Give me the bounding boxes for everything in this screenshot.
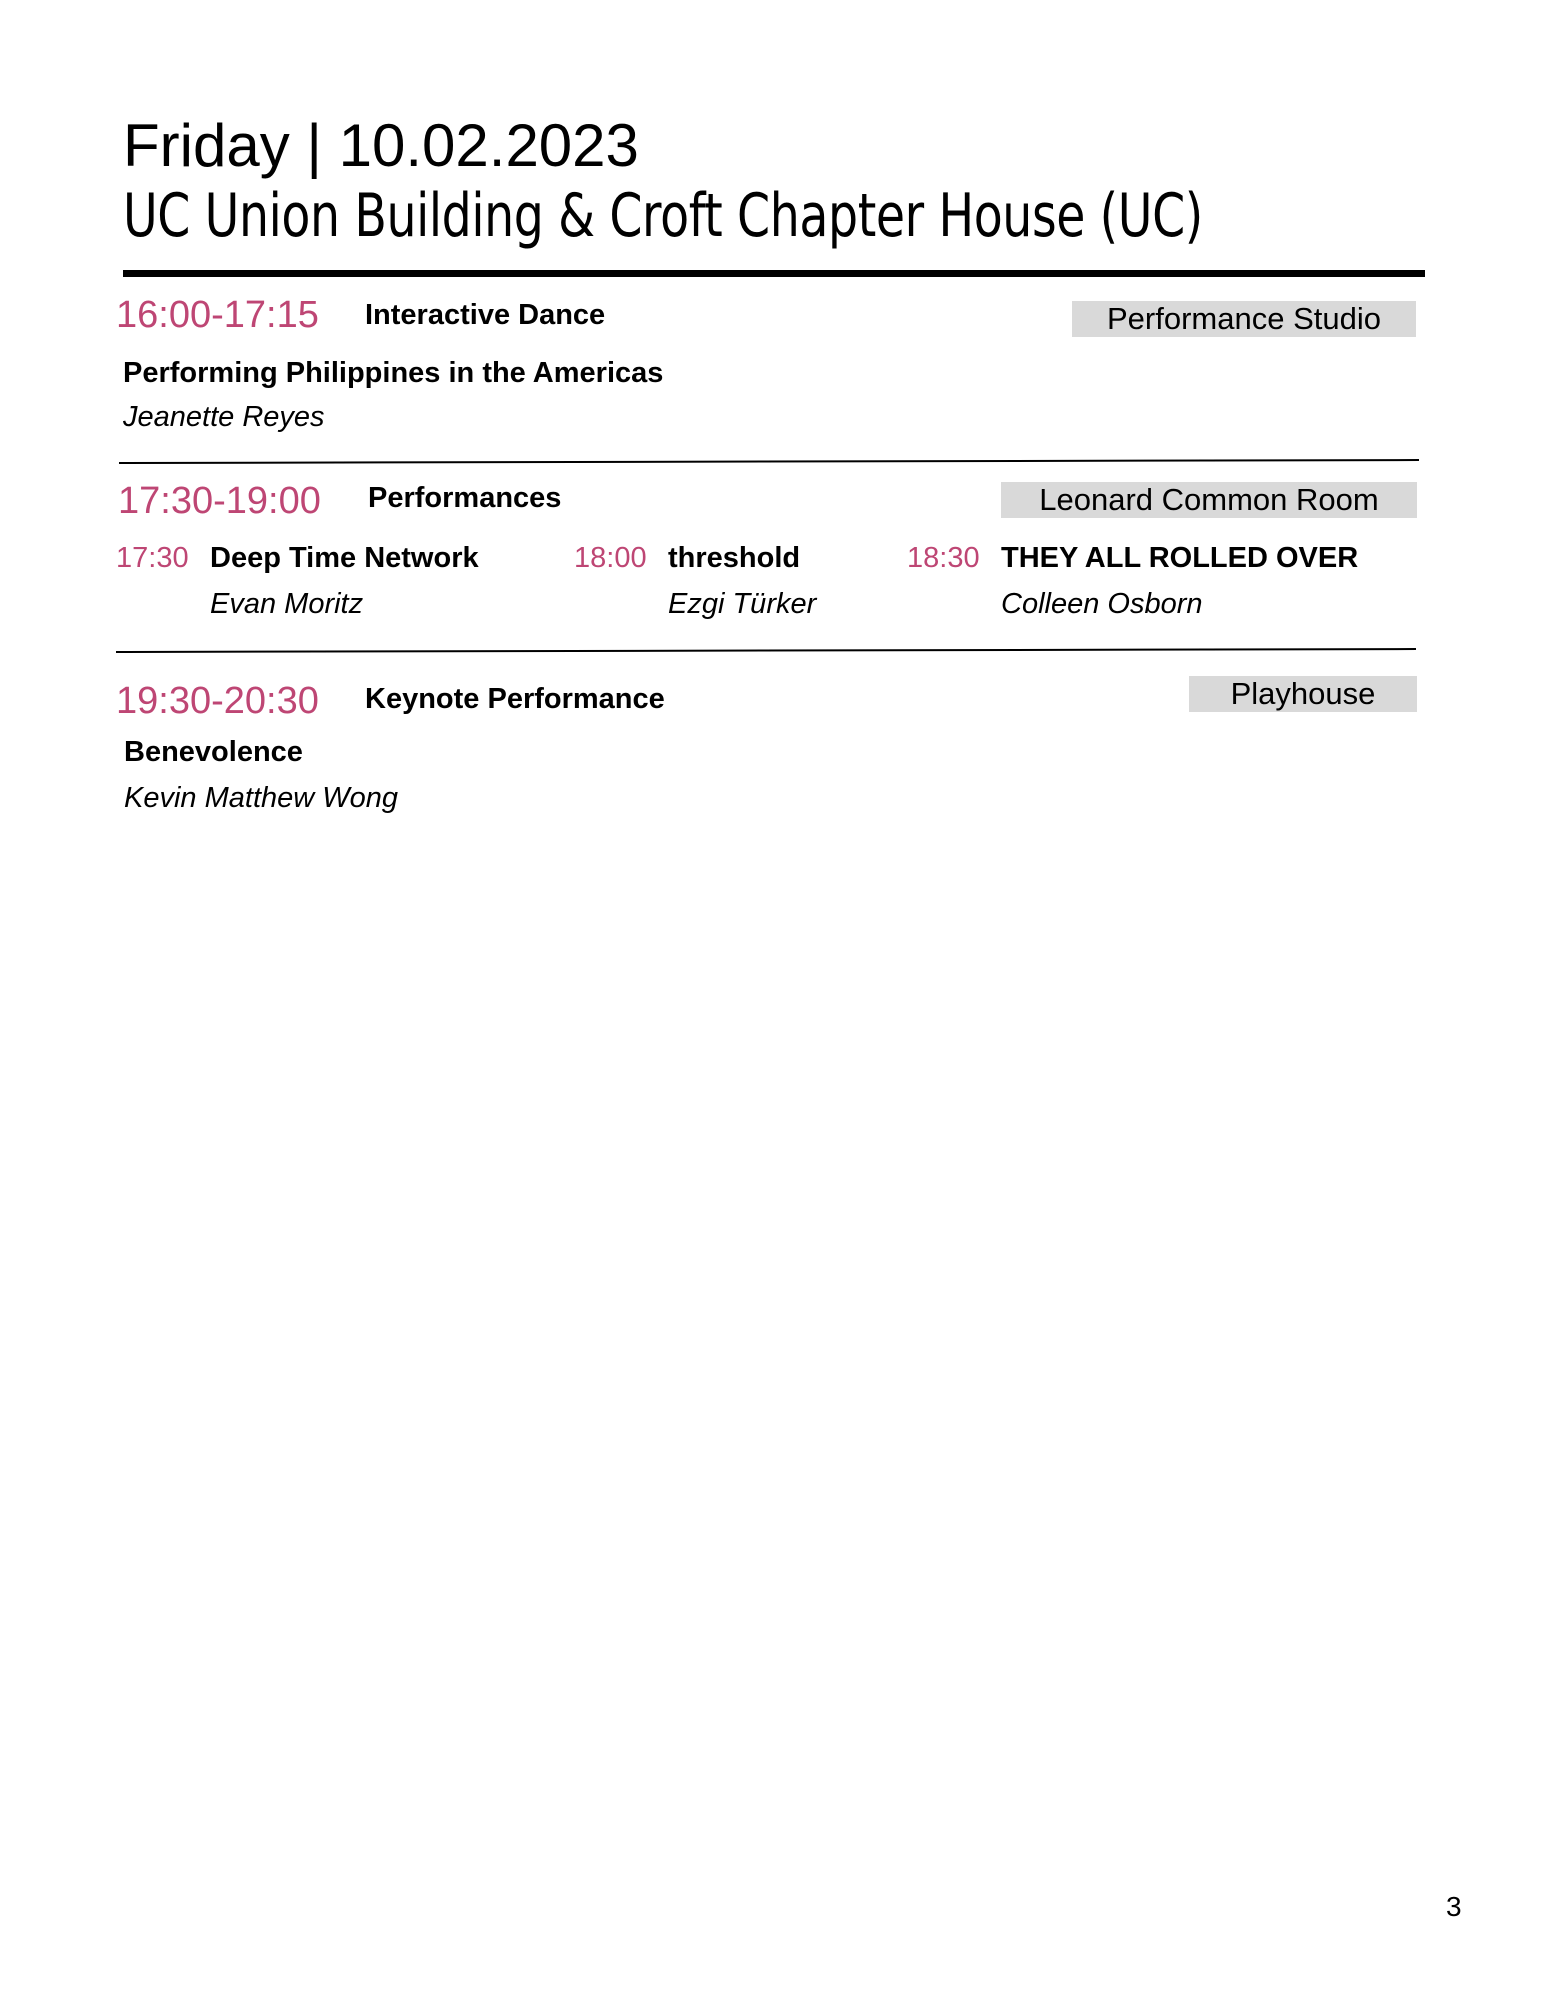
header-divider [123,270,1425,277]
session-time: 19:30-20:30 [116,680,319,722]
item-time: 18:30 [907,542,980,574]
item-person: Evan Moritz [210,588,364,620]
session-type: Performances [368,482,562,514]
event-title: Performing Philippines in the Americas [123,357,664,389]
item-person: Ezgi Türker [668,588,817,620]
item-title: Deep Time Network [210,542,479,574]
event-person: Kevin Matthew Wong [124,782,399,814]
event-title: Benevolence [124,736,303,768]
item-person: Colleen Osborn [1001,588,1203,620]
session-time: 17:30-19:00 [118,480,321,522]
item-time: 17:30 [116,542,189,574]
item-title: THEY ALL ROLLED OVER [1001,542,1359,574]
page-number: 3 [1446,1891,1462,1922]
session-type: Keynote Performance [365,683,665,715]
room-badge: Playhouse [1189,676,1417,712]
room-badge: Leonard Common Room [1001,482,1417,518]
room-badge: Performance Studio [1072,301,1416,337]
section-divider [116,648,1416,653]
item-time: 18:00 [574,542,647,574]
venue-title: UC Union Building & Croft Chapter House (UC) [123,181,1203,251]
item-title: threshold [668,542,801,574]
page-title: Friday | 10.02.2023 [123,112,639,179]
event-person: Jeanette Reyes [123,401,325,433]
session-type: Interactive Dance [365,299,606,331]
section-divider [119,459,1419,464]
session-time: 16:00-17:15 [116,294,319,336]
